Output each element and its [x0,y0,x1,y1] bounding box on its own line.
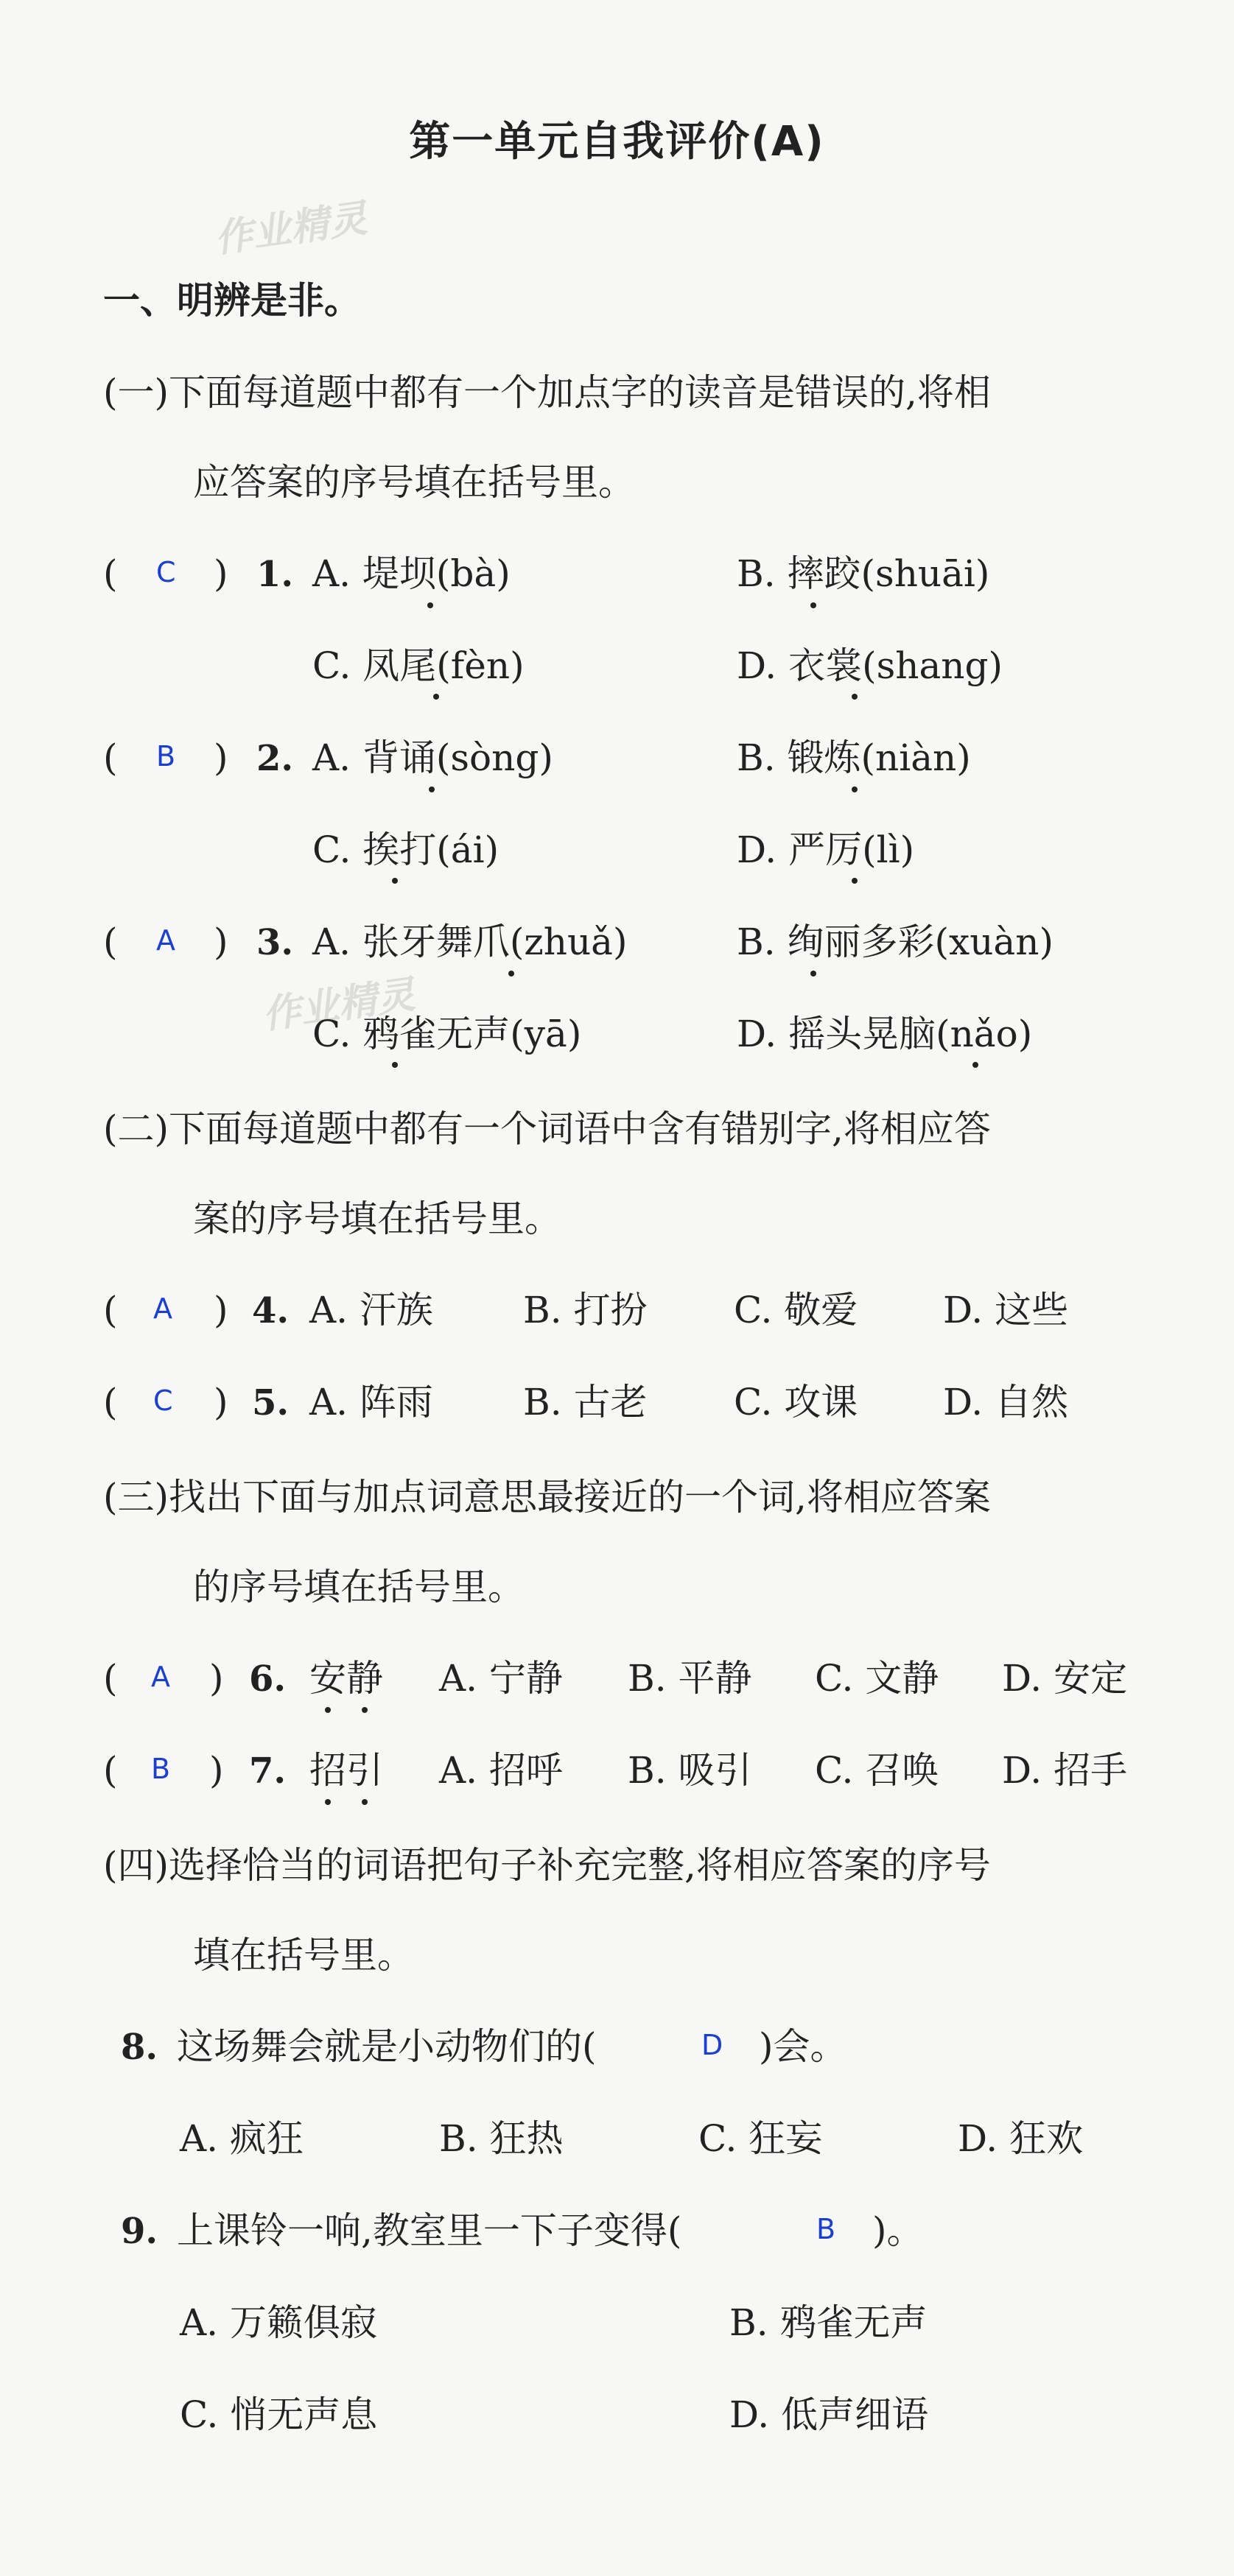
part1-instruction-line1: (一)下面每道题中都有一个加点字的读音是错误的,将相 [103,371,991,414]
answer-paren-close: ) [214,736,228,779]
question-stem-after: )会。 [759,2025,847,2068]
question-stem-before: 这场舞会就是小动物们的( [177,2025,597,2068]
target-word: 安静 [309,1657,383,1700]
option-c: C. 鸦雀无声(yā) [312,1013,582,1055]
option-a: A. 疯狂 [180,2117,304,2160]
question-number: 1. [256,554,294,595]
emphasis-dot [852,878,858,884]
emphasis-dot [429,786,435,792]
answer-paren-close: ) [214,1381,228,1424]
option-b: B. 鸦雀无声 [729,2301,928,2344]
part2-instruction-line2: 案的序号填在括号里。 [193,1197,561,1240]
question-number: 7. [249,1750,287,1792]
option-b: B. 吸引 [628,1749,752,1792]
watermark-top: 作业精灵 [211,196,370,262]
option-b: B. 古老 [523,1381,648,1424]
option-b: B. 摔跤(shuāi) [737,552,990,595]
answer-paren-close: ) [214,921,228,963]
emphasis-dot [392,1062,398,1068]
answer-paren-close: ) [209,1749,224,1792]
part4-instruction-line1: (四)选择恰当的词语把句子补充完整,将相应答案的序号 [103,1844,991,1887]
emphasis-dot [325,1707,331,1713]
answer-paren-close: ) [214,552,228,595]
emphasis-dot [433,694,439,700]
answer-paren-open: ( [103,552,118,595]
emphasis-dot [972,1062,978,1068]
option-a: A. 阵雨 [309,1381,433,1424]
answer-5[interactable]: C [153,1384,173,1417]
answer-paren-open: ( [103,921,118,963]
option-a: A. 背诵(sòng) [312,736,553,779]
question-stem-after: )。 [872,2209,924,2252]
emphasis-dot [852,694,858,700]
option-d: D. 招手 [1002,1749,1128,1792]
question-number: 4. [252,1290,290,1331]
option-a: A. 招呼 [439,1749,563,1792]
answer-paren-open: ( [103,1381,118,1424]
option-b: B. 锻炼(niàn) [737,736,971,779]
question-stem-before: 上课铃一响,教室里一下子变得( [177,2209,682,2252]
option-a: A. 宁静 [439,1657,563,1700]
answer-4[interactable]: A [153,1292,172,1325]
emphasis-dot [325,1799,331,1805]
part1-instruction-line2: 应答案的序号填在括号里。 [193,461,635,504]
option-d: D. 摇头晃脑(nǎo) [737,1013,1033,1055]
question-number: 8. [121,2027,158,2068]
watermark-middle: 作业精灵 [259,972,418,1038]
emphasis-dot [392,878,398,884]
question-number: 3. [256,922,294,963]
option-a: A. 堤坝(bà) [312,552,511,595]
option-d: D. 严厉(lì) [737,828,915,871]
option-d: D. 低声细语 [729,2393,929,2436]
option-c: C. 狂妄 [698,2117,823,2160]
answer-9[interactable]: B [816,2213,836,2245]
answer-paren-open: ( [103,1289,118,1331]
question-number: 6. [249,1658,287,1700]
emphasis-dot [362,1707,368,1713]
emphasis-dot [362,1799,368,1805]
option-b: B. 打扮 [523,1289,648,1331]
answer-1[interactable]: C [156,556,176,588]
emphasis-dot [810,971,816,976]
option-c: C. 文静 [815,1657,939,1700]
answer-paren-open: ( [103,736,118,779]
option-d: D. 狂欢 [958,2117,1084,2160]
answer-2[interactable]: B [156,740,176,773]
option-a: A. 张牙舞爪(zhuǎ) [312,921,628,963]
emphasis-dot [852,786,858,792]
question-number: 2. [256,738,294,779]
emphasis-dot [427,602,433,608]
part3-instruction-line2: 的序号填在括号里。 [193,1566,525,1608]
answer-3[interactable]: A [156,924,175,957]
page-title: 第一单元自我评价(A) [409,118,825,166]
answer-8[interactable]: D [701,2029,723,2061]
part4-instruction-line2: 填在括号里。 [193,1934,414,1977]
answer-paren-close: ) [209,1657,224,1700]
emphasis-dot [508,971,514,976]
option-c: C. 攻课 [734,1381,858,1424]
target-word: 招引 [309,1749,383,1792]
section-heading: 一、明辨是非。 [103,279,361,322]
option-c: C. 悄无声息 [180,2393,378,2436]
option-c: C. 召唤 [815,1749,939,1792]
answer-6[interactable]: A [151,1661,170,1693]
part2-instruction-line1: (二)下面每道题中都有一个词语中含有错别字,将相应答 [103,1108,991,1150]
option-d: D. 自然 [943,1381,1069,1424]
option-d: D. 这些 [943,1289,1069,1331]
option-c: C. 凤尾(fèn) [312,644,525,687]
answer-7[interactable]: B [151,1753,171,1785]
option-b: B. 平静 [628,1657,752,1700]
answer-paren-open: ( [103,1657,118,1700]
option-a: A. 汗族 [309,1289,433,1331]
option-c: C. 敬爱 [734,1289,858,1331]
answer-paren-open: ( [103,1749,118,1792]
option-b: B. 绚丽多彩(xuàn) [737,921,1054,963]
emphasis-dot [810,602,816,608]
option-a: A. 万籁俱寂 [180,2301,377,2344]
question-number: 9. [121,2211,158,2252]
option-d: D. 安定 [1002,1657,1128,1700]
question-number: 5. [252,1382,290,1424]
option-d: D. 衣裳(shang) [737,644,1003,687]
option-b: B. 狂热 [439,2117,564,2160]
part3-instruction-line1: (三)找出下面与加点词意思最接近的一个词,将相应答案 [103,1476,991,1518]
option-c: C. 挨打(ái) [312,828,499,871]
answer-paren-close: ) [214,1289,228,1331]
